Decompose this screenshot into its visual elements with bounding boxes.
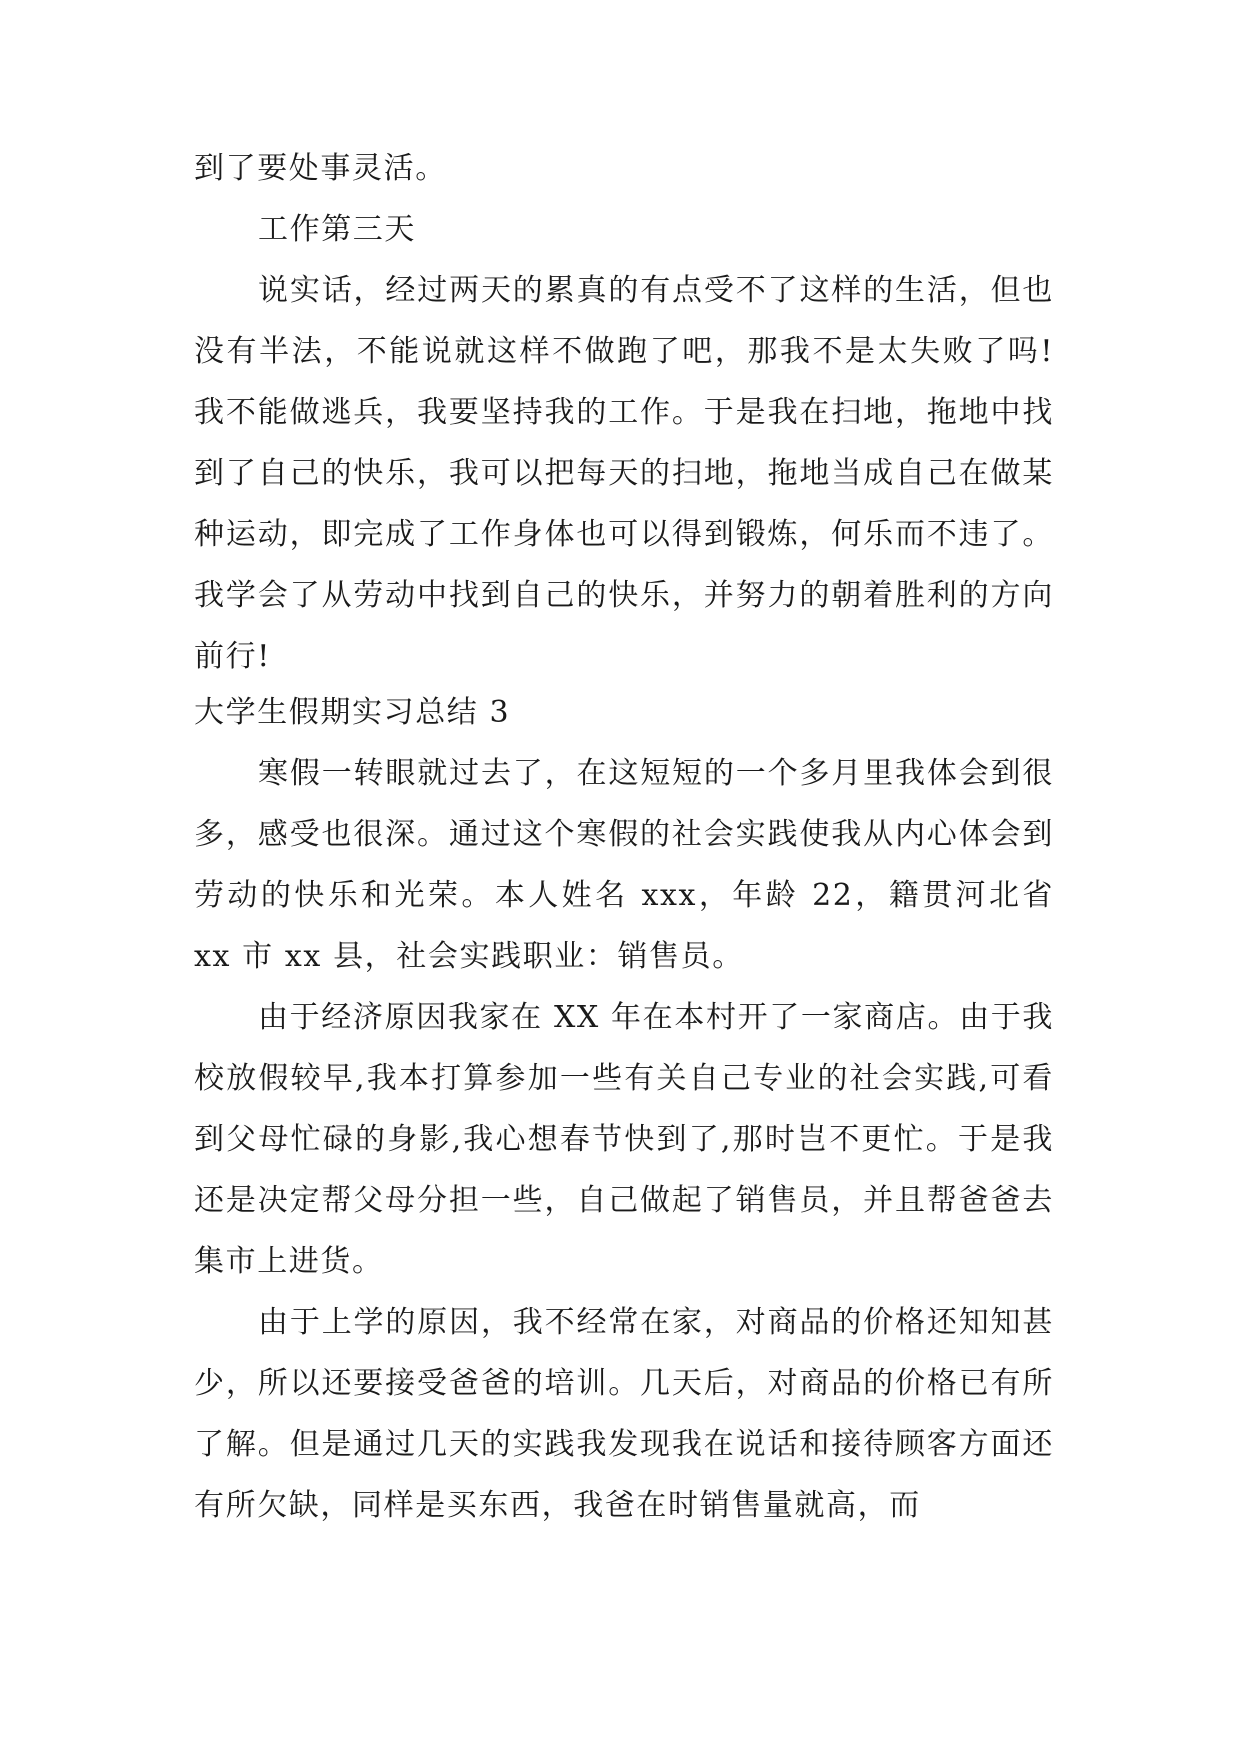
text-block-top bbox=[194, 138, 1054, 687]
section3-paragraph-3: 由于上学的原因，我不经常在家，对商品的价格还知知甚少，所以还要接受爸爸的培训。几天后，对商品的价格已有所了解。但是通过几天的实践我发现我在说话和接待顾客方面还有所欠缺，同样是买东西，我爸在时销售量就高，而 bbox=[194, 1305, 1054, 1523]
day3-paragraph: 说实话，经过两天的累真的有点受不了这样的生活，但也没有半法，不能说就这样不做跑了吧，那我不是太失败了吗!我不能做逃兵，我要坚持我的工作。于是我在扫地，拖地中找到了自己的快乐，我可以把每天的扫地，拖地当成自己在做某种运动，即完成了工作身体也可以得到锻炼，何乐而不违了。我学会了从劳动中找到自己的快乐，并努力的朝着胜利的方向前行! bbox=[194, 273, 1054, 674]
day3-heading: 工作第三天 bbox=[258, 212, 416, 247]
text-block-section3 bbox=[194, 682, 1066, 1536]
section-title: 大学生假期实习总结 3 bbox=[194, 695, 511, 730]
section3-paragraph-2: 由于经济原因我家在 XX 年在本村开了一家商店。由于我校放假较早,我本打算参加一些有关自己专业的社会实践,可看到父母忙碌的身影,我心想春节快到了,那时岂不更忙。于是我还是决定帮父母分担一些，自己做起了销售员，并且帮爸爸去集市上进货。 bbox=[194, 1000, 1054, 1279]
continued-paragraph: 到了要处事灵活。 bbox=[194, 151, 447, 186]
section3-paragraph-1: 寒假一转眼就过去了，在这短短的一个多月里我体会到很多，感受也很深。通过这个寒假的社会实践使我从内心体会到劳动的快乐和光荣。本人姓名 xxx，年龄 22，籍贯河北省 xx 市 xx 县，社会实践职业：销售员。 bbox=[194, 756, 1066, 974]
